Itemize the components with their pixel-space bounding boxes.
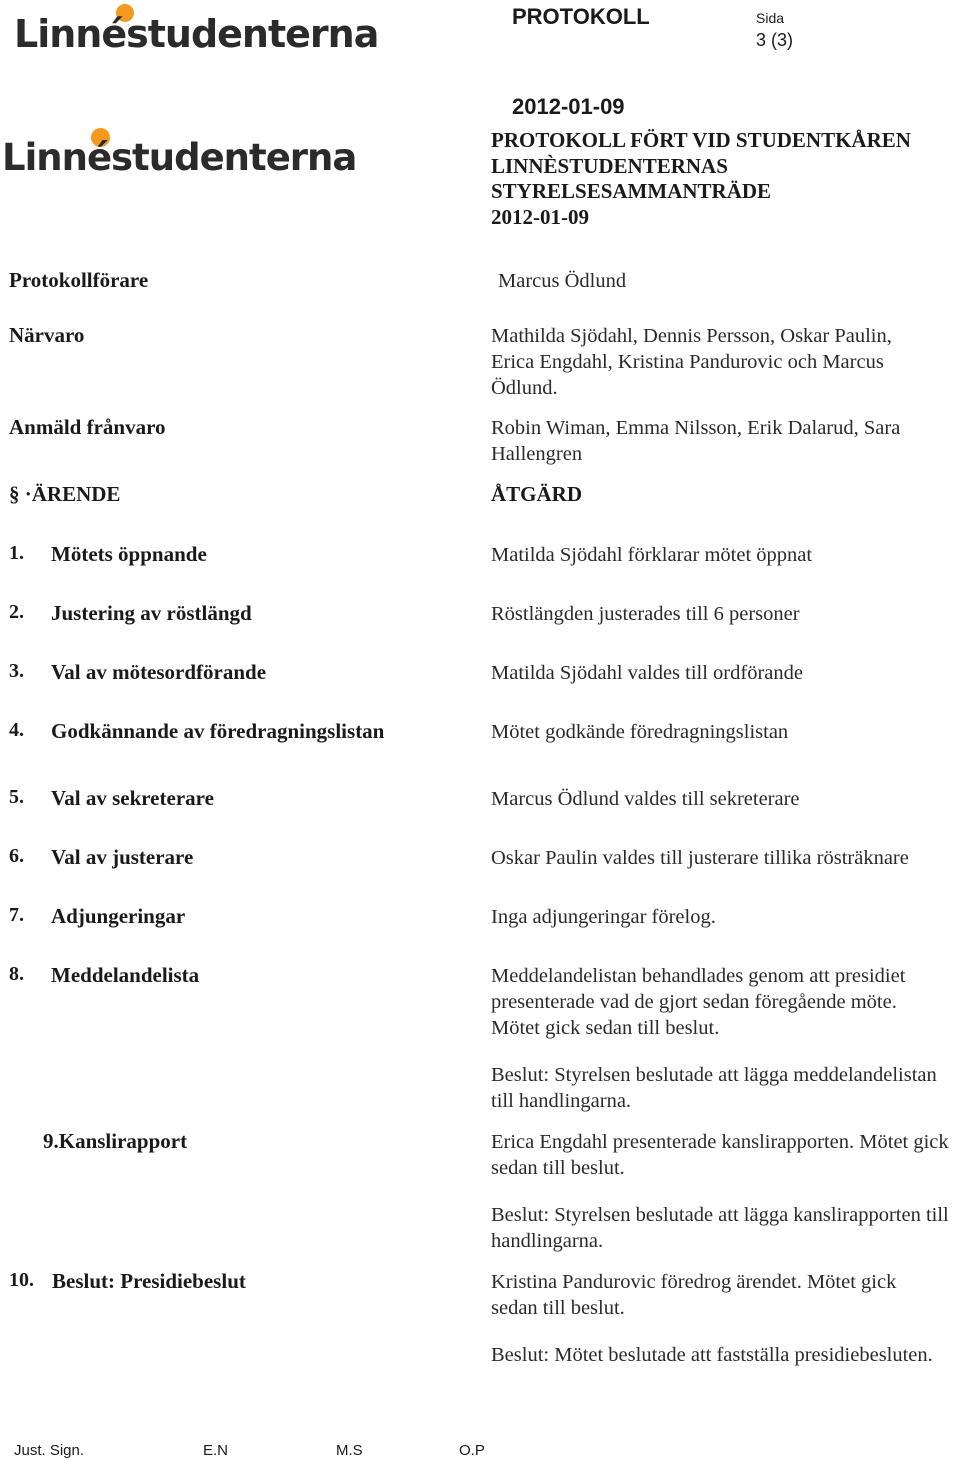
body-logo-text: Linnéstudenterna	[2, 136, 357, 179]
item-action: Röstlängden justerades till 6 personer	[491, 603, 800, 625]
header-logo	[14, 8, 379, 64]
item-number: 3.	[9, 660, 24, 682]
item-action: Mötet godkände föredragningslistan	[491, 721, 789, 743]
item-title: Godkännande av föredragningslistan	[51, 719, 385, 743]
table-header-arende: § ·ÄRENDE	[9, 482, 121, 506]
item-action: Marcus Ödlund valdes till sekreterare	[491, 788, 800, 810]
title-line: LINNÈSTUDENTERNAS	[491, 153, 728, 178]
info-value-franvaro: Robin Wiman, Emma Nilsson, Erik Dalarud, Sara Hallengren	[491, 417, 901, 465]
body-logo	[2, 130, 357, 186]
item-decision: Beslut: Mötet beslutade att fastställa presidiebesluten.	[491, 1344, 933, 1366]
page-number: 3 (3)	[756, 30, 794, 50]
item-number: 1.	[9, 542, 24, 564]
page-label: Sida	[756, 10, 785, 26]
item-title: Justering av röstlängd	[51, 601, 252, 625]
footer-sign-label: Just. Sign.	[14, 1442, 85, 1459]
item-action: Oskar Paulin valdes till justerare tillika rösträknare	[491, 847, 909, 869]
item-title: Adjungeringar	[51, 904, 186, 928]
item-number: 10.	[9, 1269, 34, 1291]
info-value-narvaro: Mathilda Sjödahl, Dennis Persson, Oskar Paulin, Erica Engdahl, Kristina Pandurovic och Marcus Ödlund.	[491, 325, 892, 399]
info-label-narvaro: Närvaro	[9, 323, 85, 347]
header-logo-text: Linnéstudenterna	[14, 12, 379, 56]
item-title: Mötets öppnande	[51, 542, 207, 566]
item-number: 2.	[9, 601, 24, 623]
info-label-protokollforare: Protokollförare	[9, 268, 149, 292]
info-value-protokollforare: Marcus Ödlund	[498, 270, 627, 292]
title-line: 2012-01-09	[491, 204, 589, 229]
item-title: Beslut: Presidiebeslut	[52, 1269, 246, 1293]
table-header-atgard: ÅTGÄRD	[491, 482, 583, 506]
item-number: 8.	[9, 963, 24, 985]
item-action: Inga adjungeringar förelog.	[491, 906, 716, 928]
item-number: 6.	[9, 845, 24, 867]
item-decision: Beslut: Styrelsen beslutade att lägga meddelandelistan till handlingarna.	[491, 1064, 937, 1112]
item-action: Erica Engdahl presenterade kanslirapporten. Mötet gick sedan till beslut.	[491, 1131, 949, 1179]
item-number: 9.	[43, 1129, 59, 1153]
signature-initials: M.S	[336, 1442, 363, 1459]
doc-type: PROTOKOLL	[512, 4, 650, 29]
info-label-franvaro: Anmäld frånvaro	[9, 415, 166, 439]
item-action: Matilda Sjödahl valdes till ordförande	[491, 662, 803, 684]
item-title: Val av sekreterare	[51, 786, 214, 810]
signature-initials: O.P	[459, 1442, 485, 1459]
item-title: Val av justerare	[51, 845, 194, 869]
item-number: 4.	[9, 719, 24, 741]
signature-initials: E.N	[203, 1442, 229, 1459]
item-number: 5.	[9, 786, 24, 808]
item-action: Meddelandelistan behandlades genom att presidiet presenterade vad de gjort sedan föregående möte. Mötet gick sedan till beslut.	[491, 965, 906, 1039]
title-line: PROTOKOLL FÖRT VID STUDENTKÅREN	[491, 128, 911, 152]
item-title: Val av mötesordförande	[51, 660, 267, 684]
item-title: Meddelandelista	[51, 963, 200, 987]
item-9-heading	[43, 1129, 187, 1154]
item-title: Kanslirapport	[58, 1129, 188, 1153]
item-action: Kristina Pandurovic föredrog ärendet. Mötet gick sedan till beslut.	[491, 1271, 897, 1319]
item-action: Matilda Sjödahl förklarar mötet öppnat	[491, 544, 813, 566]
header-date: 2012-01-09	[512, 94, 625, 119]
document-title	[491, 128, 956, 230]
item-number: 7.	[9, 904, 24, 926]
item-decision: Beslut: Styrelsen beslutade att lägga kanslirapporten till handlingarna.	[491, 1204, 949, 1252]
title-line: STYRELSESAMMANTRÄDE	[491, 179, 772, 203]
